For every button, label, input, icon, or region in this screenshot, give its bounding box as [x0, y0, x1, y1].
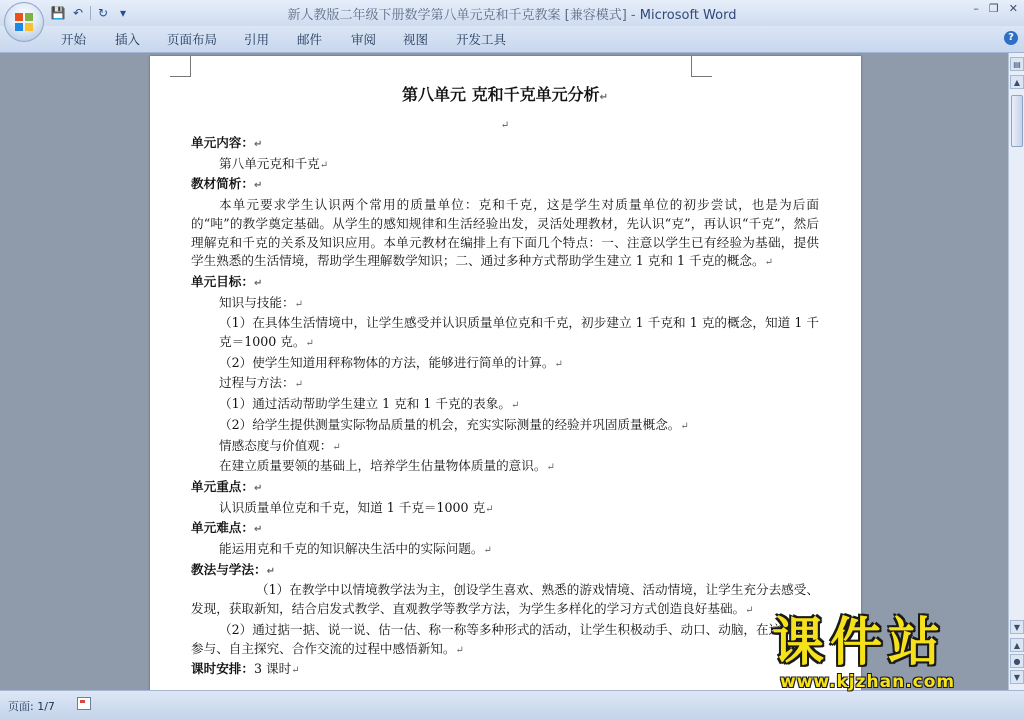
section-text: 情感态度与价值观：↵	[219, 437, 341, 453]
section-text: 认识质量单位克和千克，知道 1 千克＝1000 克↵	[219, 499, 494, 515]
document-page[interactable]	[150, 56, 861, 690]
next-page-icon[interactable]: ▼	[1010, 670, 1024, 684]
close-button[interactable]: ✕	[1008, 2, 1018, 15]
section-heading: 单元重点：↵	[191, 478, 263, 494]
tab-review[interactable]: 审阅	[351, 32, 377, 47]
empty-paragraph: ↵	[500, 120, 510, 131]
section-text: 本单元要求学生认识两个常用的质量单位：克和千克，这是学生对质量单位的初步尝试，也是为后面的“吨”的教学奠定基础。从学生的感知规律和生活经验出发，灵活处理教材，先认识“克”，再认识“千克”，然后理解克和千克的关系及知识应用。本单元教材在编排上有下面几个特点：一、注意以学生已有经验为基础，提供学生熟悉的生活情境，帮助学生理解数学知识；二、通过多种方式帮助学生建立 1 克和 1 千克的概念。↵	[191, 197, 819, 269]
previous-page-icon[interactable]: ▲	[1010, 638, 1024, 652]
tab-mailings[interactable]: 邮件	[297, 32, 323, 47]
document-title: 新人教版二年级下册数学第八单元克和千克教案 [兼容模式] -	[287, 8, 640, 23]
section-text: 能运用克和千克的知识解决生活中的实际问题。↵	[219, 541, 492, 557]
tab-home[interactable]: 开始	[61, 32, 87, 47]
office-button[interactable]	[4, 2, 44, 42]
office-logo-icon	[14, 12, 34, 32]
section-heading: 教法与学法：↵	[191, 561, 275, 577]
vertical-scrollbar[interactable]	[1008, 53, 1024, 690]
section-text: 第八单元克和千克↵	[219, 155, 329, 171]
scroll-thumb[interactable]	[1011, 95, 1023, 147]
crop-mark-top-right	[691, 56, 712, 77]
site-watermark	[772, 612, 1012, 694]
undo-icon[interactable]: ↶	[72, 6, 84, 20]
section-inline: 课时安排：3 课时↵	[191, 661, 300, 677]
tab-view[interactable]: 视图	[403, 32, 429, 47]
crop-mark-top-left	[170, 56, 191, 77]
help-icon[interactable]: ?	[1004, 31, 1018, 45]
section-text: （1）通过活动帮助学生建立 1 克和 1 千克的表象。↵	[219, 396, 520, 412]
doc-title: 第八单元 克和千克单元分析↵	[402, 85, 608, 104]
section-text: （2）通过掂一掂、说一说、估一估、称一称等多种形式的活动，让学生积极动手、动口、动脑，在这种主动参与、自主探究、合作交流的过程中感悟新知。↵	[191, 621, 819, 656]
window-title	[0, 4, 1024, 23]
save-icon[interactable]: 💾	[50, 6, 66, 20]
scroll-up-icon[interactable]: ▲	[1010, 75, 1024, 89]
section-text: （1）在具体生活情境中，让学生感受并认识质量单位克和千克，初步建立 1 千克和 1 克的概念，知道 1 千克＝1000 克。↵	[219, 315, 819, 350]
scroll-down-icon[interactable]: ▼	[1010, 620, 1024, 634]
tab-references[interactable]: 引用	[244, 32, 270, 47]
section-heading: 教材简析：↵	[191, 176, 263, 192]
browse-object-icon[interactable]: ●	[1010, 654, 1024, 668]
watermark-url: www.kjzhan.com	[780, 672, 956, 692]
ribbon-tabs	[0, 26, 1024, 53]
section-heading: 课时安排：	[191, 661, 254, 677]
section-text: 知识与技能：↵	[219, 294, 303, 310]
document-workspace	[0, 53, 1008, 690]
section-heading: 单元内容：↵	[191, 135, 263, 150]
tab-insert[interactable]: 插入	[115, 32, 141, 47]
window-controls	[973, 2, 1018, 15]
watermark-logo: 课件站	[772, 613, 947, 673]
proofing-icon[interactable]	[77, 697, 91, 710]
restore-button[interactable]: ❐	[988, 2, 999, 15]
qat-customize-icon[interactable]: ▾	[119, 6, 127, 20]
redo-icon[interactable]: ↻	[97, 6, 109, 20]
ruler-toggle-icon[interactable]: ▤	[1010, 57, 1024, 71]
tab-page-layout[interactable]: 页面布局	[167, 32, 218, 47]
minimize-button[interactable]: –	[973, 2, 979, 15]
status-bar	[0, 690, 1024, 719]
section-text: （1）在教学中以情境教学法为主，创设学生喜欢、熟悉的游戏情境、活动情境，让学生充分去感受、发现，获取新知，结合启发式教学、直观教学等教学方法，为学生多样化的学习方式创造良好基础。↵	[191, 582, 819, 617]
section-heading: 单元难点：↵	[191, 520, 263, 536]
section-text: （2）给学生提供测量实际物品质量的机会，充实实际测量的经验并巩固质量概念。↵	[219, 416, 689, 432]
document-body[interactable]	[191, 82, 819, 681]
tab-developer[interactable]: 开发工具	[456, 32, 507, 47]
section-text: 过程与方法：↵	[219, 375, 303, 391]
app-name: Microsoft Word	[639, 8, 737, 23]
section-text: 在建立质量要领的基础上，培养学生估量物体质量的意识。↵	[219, 458, 555, 474]
section-text: （2）使学生知道用秤称物体的方法，能够进行简单的计算。↵	[219, 354, 563, 370]
section-heading: 单元目标：↵	[191, 273, 263, 289]
title-bar	[0, 0, 1024, 27]
page-indicator[interactable]: 页面: 1/7	[8, 700, 55, 713]
